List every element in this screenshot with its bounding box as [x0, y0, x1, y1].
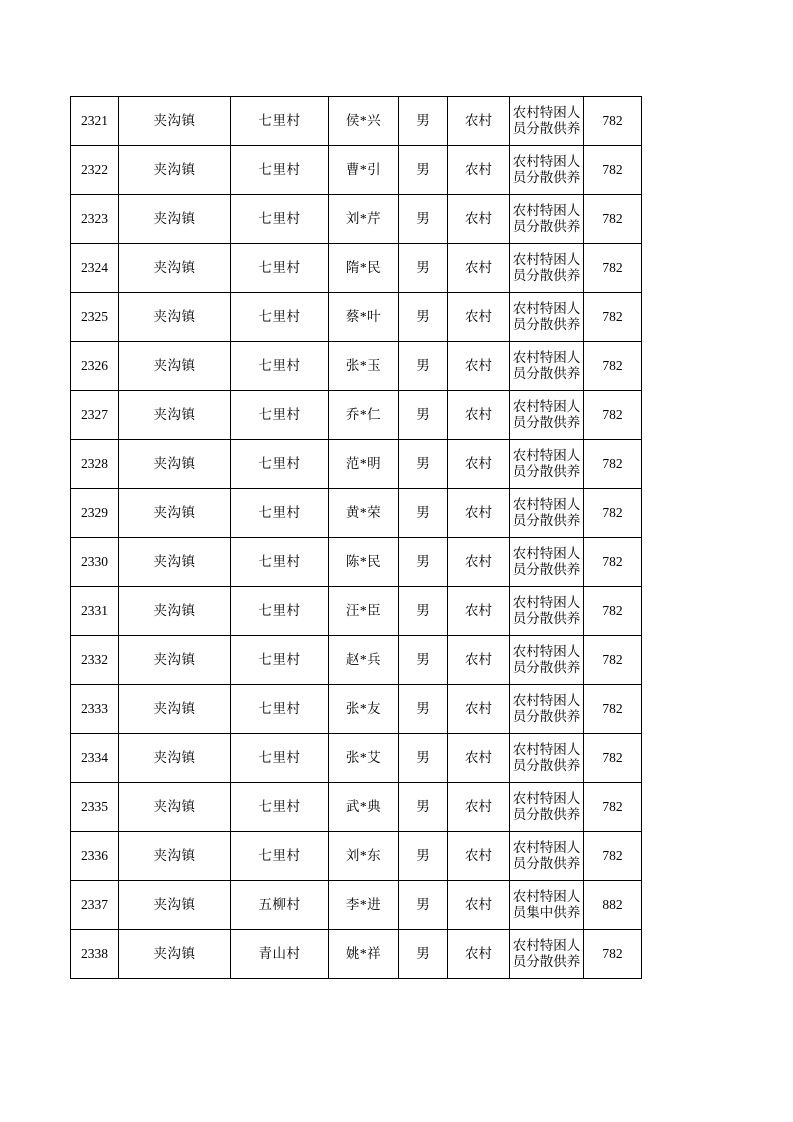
cell-serial-number: 2338: [71, 930, 119, 979]
cell-village: 五柳村: [231, 881, 329, 930]
assistance-recipients-table: [70, 96, 642, 979]
cell-household-type: 农村: [448, 293, 510, 342]
cell-household-type: 农村: [448, 195, 510, 244]
cell-village: 七里村: [231, 244, 329, 293]
cell-assistance-category: [510, 881, 584, 930]
table-row: [71, 783, 642, 832]
cell-town: 夹沟镇: [119, 881, 231, 930]
cell-person-name: 张*艾: [329, 734, 399, 783]
cell-assistance-category: [510, 97, 584, 146]
table-row: [71, 440, 642, 489]
cell-household-type: 农村: [448, 881, 510, 930]
cell-village: 七里村: [231, 489, 329, 538]
cell-person-name: 汪*臣: [329, 587, 399, 636]
cell-amount: 782: [584, 587, 642, 636]
cell-person-name: 张*友: [329, 685, 399, 734]
cell-amount: 782: [584, 489, 642, 538]
table-row: [71, 587, 642, 636]
cell-gender: 男: [399, 734, 448, 783]
cell-assistance-category: [510, 587, 584, 636]
cell-amount: 782: [584, 97, 642, 146]
cell-serial-number: 2323: [71, 195, 119, 244]
table-row: [71, 734, 642, 783]
cell-gender: 男: [399, 930, 448, 979]
cell-household-type: 农村: [448, 97, 510, 146]
cell-serial-number: 2337: [71, 881, 119, 930]
cell-household-type: 农村: [448, 734, 510, 783]
cell-town: 夹沟镇: [119, 293, 231, 342]
cell-gender: 男: [399, 244, 448, 293]
cell-town: 夹沟镇: [119, 440, 231, 489]
assistance-category-text: 农村特困人员分散供养: [512, 742, 581, 773]
cell-person-name: 赵*兵: [329, 636, 399, 685]
cell-serial-number: 2335: [71, 783, 119, 832]
cell-amount: 782: [584, 244, 642, 293]
cell-village: 七里村: [231, 293, 329, 342]
cell-assistance-category: [510, 342, 584, 391]
table-row: [71, 489, 642, 538]
cell-town: 夹沟镇: [119, 930, 231, 979]
cell-serial-number: 2330: [71, 538, 119, 587]
cell-household-type: 农村: [448, 832, 510, 881]
table-row: [71, 391, 642, 440]
cell-village: 七里村: [231, 734, 329, 783]
assistance-category-text: 农村特困人员分散供养: [512, 644, 581, 675]
cell-gender: 男: [399, 881, 448, 930]
cell-gender: 男: [399, 783, 448, 832]
cell-person-name: 隋*民: [329, 244, 399, 293]
cell-person-name: 乔*仁: [329, 391, 399, 440]
cell-assistance-category: [510, 293, 584, 342]
cell-amount: 782: [584, 293, 642, 342]
cell-village: 七里村: [231, 538, 329, 587]
cell-household-type: 农村: [448, 783, 510, 832]
table-row: [71, 538, 642, 587]
cell-village: 七里村: [231, 440, 329, 489]
cell-assistance-category: [510, 636, 584, 685]
cell-town: 夹沟镇: [119, 685, 231, 734]
cell-assistance-category: [510, 538, 584, 587]
cell-household-type: 农村: [448, 538, 510, 587]
assistance-category-text: 农村特困人员分散供养: [512, 595, 581, 626]
cell-amount: 782: [584, 636, 642, 685]
cell-amount: 782: [584, 195, 642, 244]
assistance-category-text: 农村特困人员分散供养: [512, 546, 581, 577]
cell-person-name: 刘*东: [329, 832, 399, 881]
assistance-category-text: 农村特困人员分散供养: [512, 497, 581, 528]
assistance-category-text: 农村特困人员分散供养: [512, 350, 581, 381]
cell-gender: 男: [399, 146, 448, 195]
cell-household-type: 农村: [448, 342, 510, 391]
cell-household-type: 农村: [448, 489, 510, 538]
cell-serial-number: 2326: [71, 342, 119, 391]
cell-assistance-category: [510, 489, 584, 538]
cell-gender: 男: [399, 440, 448, 489]
cell-serial-number: 2329: [71, 489, 119, 538]
cell-assistance-category: [510, 734, 584, 783]
assistance-category-text: 农村特困人员分散供养: [512, 448, 581, 479]
cell-gender: 男: [399, 391, 448, 440]
assistance-category-text: 农村特困人员分散供养: [512, 840, 581, 871]
cell-amount: 782: [584, 685, 642, 734]
cell-amount: 782: [584, 783, 642, 832]
cell-amount: 782: [584, 832, 642, 881]
cell-person-name: 曹*引: [329, 146, 399, 195]
assistance-category-text: 农村特困人员分散供养: [512, 154, 581, 185]
cell-assistance-category: [510, 391, 584, 440]
cell-town: 夹沟镇: [119, 97, 231, 146]
cell-gender: 男: [399, 538, 448, 587]
cell-person-name: 张*玉: [329, 342, 399, 391]
table-row: [71, 146, 642, 195]
cell-household-type: 农村: [448, 440, 510, 489]
cell-gender: 男: [399, 293, 448, 342]
cell-town: 夹沟镇: [119, 195, 231, 244]
cell-amount: 782: [584, 342, 642, 391]
assistance-category-text: 农村特困人员分散供养: [512, 105, 581, 136]
cell-assistance-category: [510, 195, 584, 244]
cell-serial-number: 2333: [71, 685, 119, 734]
cell-town: 夹沟镇: [119, 832, 231, 881]
cell-amount: 782: [584, 391, 642, 440]
cell-person-name: 黄*荣: [329, 489, 399, 538]
cell-household-type: 农村: [448, 244, 510, 293]
table-row: [71, 244, 642, 293]
assistance-category-text: 农村特困人员分散供养: [512, 301, 581, 332]
cell-serial-number: 2332: [71, 636, 119, 685]
table-row: [71, 195, 642, 244]
cell-gender: 男: [399, 636, 448, 685]
cell-assistance-category: [510, 685, 584, 734]
table-row: [71, 930, 642, 979]
cell-village: 七里村: [231, 685, 329, 734]
cell-gender: 男: [399, 342, 448, 391]
cell-village: 七里村: [231, 195, 329, 244]
cell-town: 夹沟镇: [119, 587, 231, 636]
cell-person-name: 武*典: [329, 783, 399, 832]
cell-household-type: 农村: [448, 930, 510, 979]
cell-village: 七里村: [231, 587, 329, 636]
cell-assistance-category: [510, 783, 584, 832]
cell-village: 七里村: [231, 832, 329, 881]
cell-town: 夹沟镇: [119, 636, 231, 685]
cell-serial-number: 2327: [71, 391, 119, 440]
cell-assistance-category: [510, 930, 584, 979]
cell-serial-number: 2324: [71, 244, 119, 293]
cell-gender: 男: [399, 489, 448, 538]
cell-serial-number: 2334: [71, 734, 119, 783]
cell-town: 夹沟镇: [119, 783, 231, 832]
cell-town: 夹沟镇: [119, 734, 231, 783]
cell-town: 夹沟镇: [119, 244, 231, 293]
cell-village: 七里村: [231, 391, 329, 440]
table-row: [71, 881, 642, 930]
cell-amount: 782: [584, 538, 642, 587]
cell-village: 七里村: [231, 342, 329, 391]
table-row: [71, 685, 642, 734]
table-row: [71, 97, 642, 146]
assistance-category-text: 农村特困人员分散供养: [512, 399, 581, 430]
cell-village: 七里村: [231, 636, 329, 685]
cell-serial-number: 2331: [71, 587, 119, 636]
cell-village: 七里村: [231, 783, 329, 832]
cell-village: 青山村: [231, 930, 329, 979]
cell-serial-number: 2322: [71, 146, 119, 195]
cell-amount: 782: [584, 440, 642, 489]
cell-person-name: 李*进: [329, 881, 399, 930]
cell-gender: 男: [399, 832, 448, 881]
cell-person-name: 侯*兴: [329, 97, 399, 146]
cell-household-type: 农村: [448, 636, 510, 685]
cell-village: 七里村: [231, 146, 329, 195]
cell-assistance-category: [510, 244, 584, 293]
cell-person-name: 姚*祥: [329, 930, 399, 979]
cell-gender: 男: [399, 587, 448, 636]
table-row: [71, 832, 642, 881]
cell-household-type: 农村: [448, 146, 510, 195]
assistance-category-text: 农村特困人员分散供养: [512, 693, 581, 724]
cell-gender: 男: [399, 97, 448, 146]
table-row: [71, 342, 642, 391]
cell-town: 夹沟镇: [119, 342, 231, 391]
cell-household-type: 农村: [448, 587, 510, 636]
cell-amount: 782: [584, 734, 642, 783]
cell-serial-number: 2336: [71, 832, 119, 881]
cell-village: 七里村: [231, 97, 329, 146]
cell-household-type: 农村: [448, 685, 510, 734]
assistance-category-text: 农村特困人员分散供养: [512, 791, 581, 822]
assistance-category-text: 农村特困人员分散供养: [512, 203, 581, 234]
cell-assistance-category: [510, 440, 584, 489]
cell-person-name: 范*明: [329, 440, 399, 489]
assistance-category-text: 农村特困人员集中供养: [512, 889, 581, 920]
cell-amount: 782: [584, 930, 642, 979]
cell-town: 夹沟镇: [119, 538, 231, 587]
cell-person-name: 蔡*叶: [329, 293, 399, 342]
assistance-category-text: 农村特困人员分散供养: [512, 252, 581, 283]
cell-amount: 882: [584, 881, 642, 930]
cell-assistance-category: [510, 832, 584, 881]
cell-serial-number: 2321: [71, 97, 119, 146]
cell-town: 夹沟镇: [119, 146, 231, 195]
assistance-category-text: 农村特困人员分散供养: [512, 938, 581, 969]
cell-household-type: 农村: [448, 391, 510, 440]
cell-town: 夹沟镇: [119, 391, 231, 440]
cell-town: 夹沟镇: [119, 489, 231, 538]
cell-gender: 男: [399, 195, 448, 244]
cell-assistance-category: [510, 146, 584, 195]
table-body: [71, 97, 642, 979]
cell-serial-number: 2328: [71, 440, 119, 489]
table-row: [71, 293, 642, 342]
cell-gender: 男: [399, 685, 448, 734]
cell-person-name: 陈*民: [329, 538, 399, 587]
table-row: [71, 636, 642, 685]
cell-serial-number: 2325: [71, 293, 119, 342]
cell-person-name: 刘*芹: [329, 195, 399, 244]
cell-amount: 782: [584, 146, 642, 195]
